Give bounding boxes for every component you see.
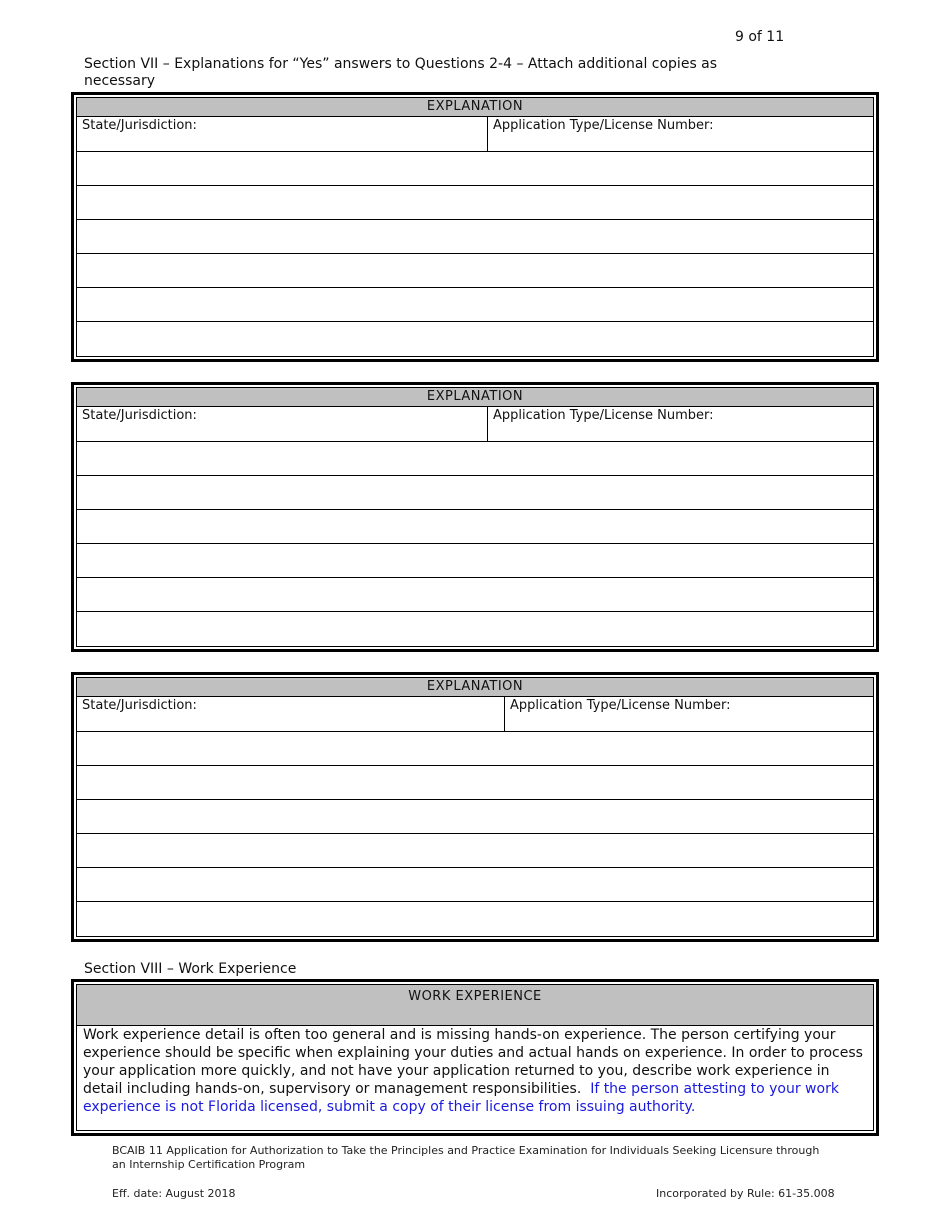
- license-number-field[interactable]: [488, 117, 873, 151]
- section-viii-heading: Section VIII – Work Experience: [84, 961, 297, 977]
- state-jurisdiction-field[interactable]: [77, 117, 488, 151]
- explanation-line[interactable]: [77, 476, 873, 510]
- state-jurisdiction-label: State/Jurisdiction:: [82, 698, 197, 713]
- license-number-field[interactable]: [505, 697, 873, 731]
- explanation-line[interactable]: [77, 510, 873, 544]
- explanation-block-2: [71, 382, 879, 652]
- explanation-line[interactable]: [77, 442, 873, 476]
- explanation-line[interactable]: [77, 868, 873, 902]
- license-number-label: Application Type/License Number:: [493, 118, 714, 133]
- state-jurisdiction-label: State/Jurisdiction:: [82, 118, 197, 133]
- page-number: 9 of 11: [735, 29, 785, 45]
- explanation-line[interactable]: [77, 800, 873, 834]
- state-jurisdiction-field[interactable]: [77, 697, 505, 731]
- explanation-line[interactable]: [77, 544, 873, 578]
- explanation-block-3: [71, 672, 879, 942]
- state-jurisdiction-field[interactable]: [77, 407, 488, 441]
- explanation-line[interactable]: [77, 732, 873, 766]
- effective-date: Eff. date: August 2018: [112, 1187, 236, 1200]
- explanation-line[interactable]: [77, 766, 873, 800]
- rule-reference: Incorporated by Rule: 61-35.008: [656, 1187, 835, 1200]
- explanation-line[interactable]: [77, 578, 873, 612]
- work-experience-instructions: [77, 1026, 873, 1116]
- license-number-label: Application Type/License Number:: [510, 698, 731, 713]
- explanation-line[interactable]: [77, 186, 873, 220]
- license-number-label: Application Type/License Number:: [493, 408, 714, 423]
- explanation-line[interactable]: [77, 322, 873, 356]
- explanation-line[interactable]: [77, 152, 873, 186]
- explanation-title: EXPLANATION: [77, 678, 873, 697]
- explanation-line[interactable]: [77, 902, 873, 936]
- section-vii-heading: Section VII – Explanations for “Yes” answers to Questions 2-4 – Attach additional copies as necessary: [84, 56, 718, 89]
- explanation-line[interactable]: [77, 834, 873, 868]
- state-jurisdiction-label: State/Jurisdiction:: [82, 408, 197, 423]
- work-experience-licensing-note: If the person attesting to your work experience is not Florida licensed, submit a copy of their license from issuing authority.: [83, 1081, 839, 1115]
- work-experience-text: Work experience detail is often too general and is missing hands-on experience. The person certifying your experience should be specific when explaining your duties and actual hands on experience. In order to process your application more quickly, and not have your application returned to you, describe work experience in detail including hands-on, supervisory or management responsibilities.: [83, 1027, 863, 1097]
- explanation-title: EXPLANATION: [77, 388, 873, 407]
- explanation-line[interactable]: [77, 220, 873, 254]
- work-experience-block: [71, 979, 879, 1136]
- explanation-block-1: [71, 92, 879, 362]
- explanation-title: EXPLANATION: [77, 98, 873, 117]
- explanation-line[interactable]: [77, 254, 873, 288]
- explanation-line[interactable]: [77, 612, 873, 646]
- form-description: BCAIB 11 Application for Authorization to Take the Principles and Practice Examination for Individuals Seeking Licensure through an Internship Certification Program: [112, 1144, 820, 1171]
- license-number-field[interactable]: [488, 407, 873, 441]
- work-experience-title: WORK EXPERIENCE: [77, 985, 873, 1026]
- explanation-line[interactable]: [77, 288, 873, 322]
